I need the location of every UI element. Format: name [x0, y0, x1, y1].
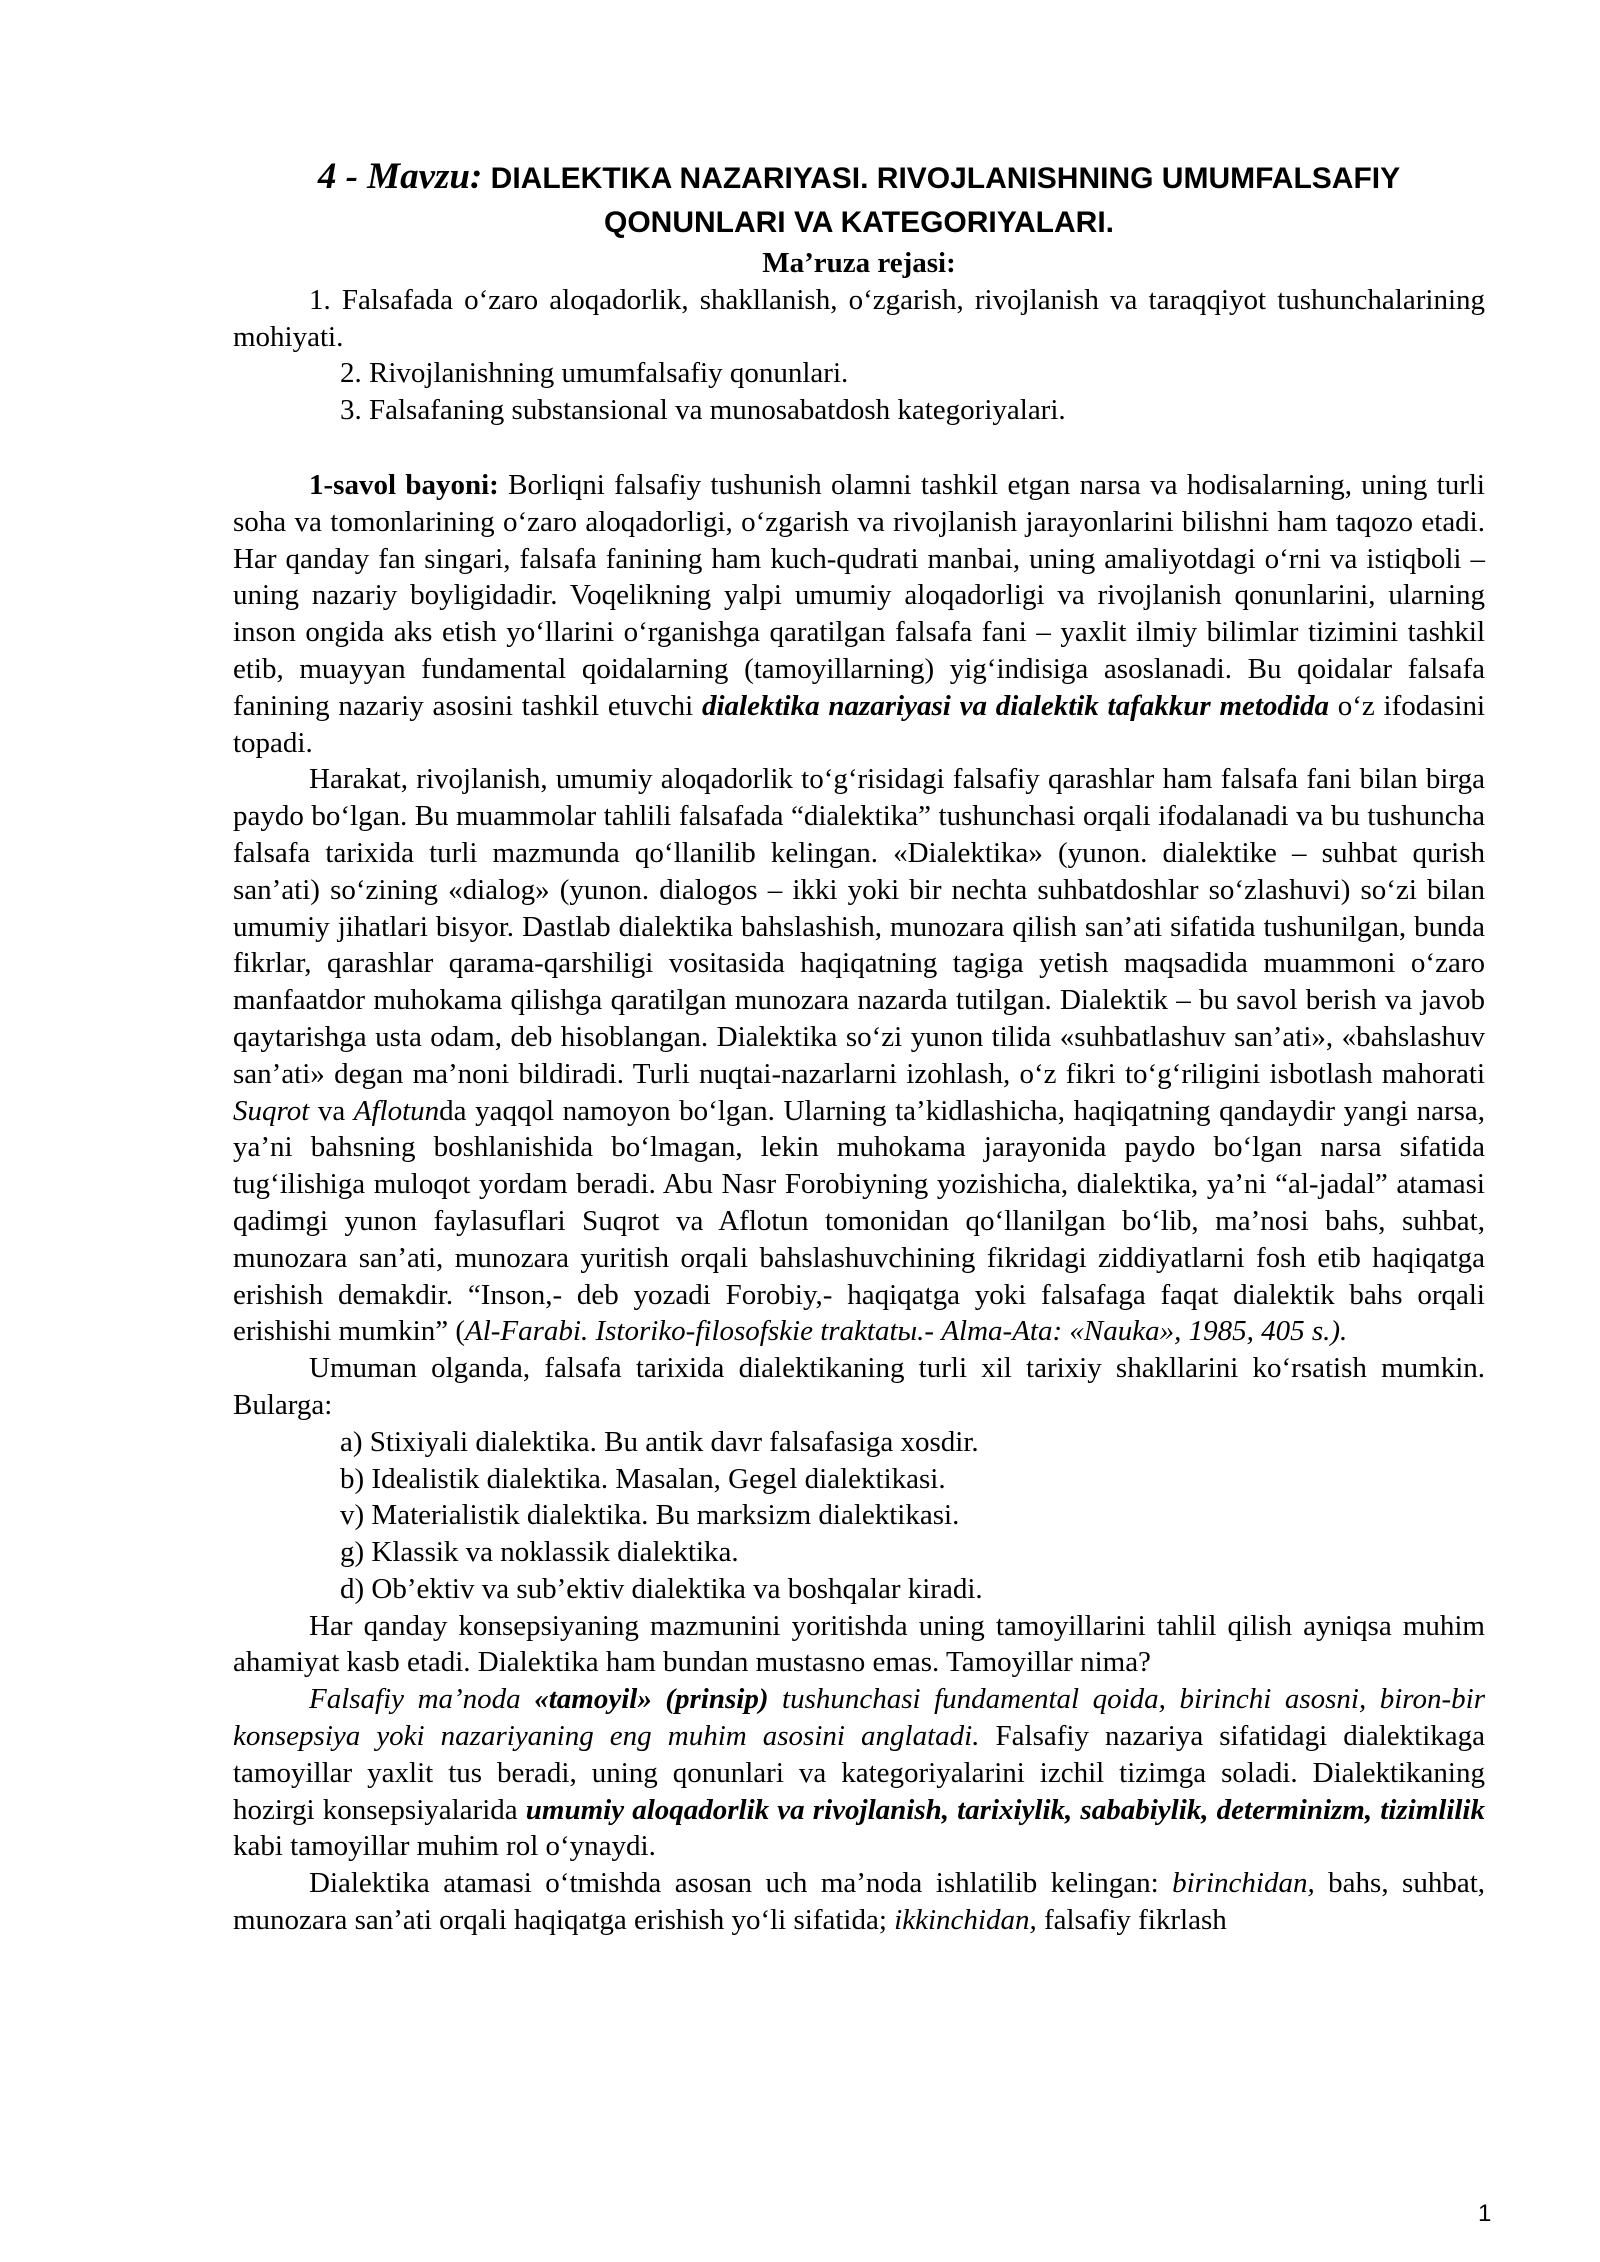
paragraph-5 — [233, 1681, 1485, 1865]
paragraph-5-italic-1: Falsafiy ma’noda — [309, 1683, 535, 1716]
page-title — [233, 155, 1485, 245]
plan-item-2: 2. Rivojlanishning umumfalsafiy qonunlari. — [340, 357, 849, 390]
paragraph-2 — [233, 761, 1485, 1350]
citation: Al-Farabi. Istoriko-filosofskie traktatы.- Alma-Ata: «Nauka», 1985, 405 s.). — [464, 1315, 1348, 1348]
page-number: 1 — [1478, 2200, 1492, 2227]
paragraph-2-text-a: Harakat, rivojlanish, umumiy aloqadorlik to‘g‘risidagi falsafiy qarashlar ham falsafa fani bilan birga paydo bo‘lgan. Bu muammolar tahlili falsafada “dialektika” tushunchasi orqali ifodalanadi va bu tushuncha falsafa tarixida turli mazmunda qo‘llanilib kelingan. «Dialektika» (yunon. dialektike – suhbat qurish san’ati) so‘zining «dialog» (yunon. dialogos – ikki yoki bir nechta suhbatdoshlar so‘zlashuvi) so‘zi bilan umumiy jihatlari bisyor. Dastlab dialektika bahslashish, munozara qilish san’ati sifatida tushunilgan, bunda fikrlar, qarashlar qarama-qarshiligi vositasida haqiqatning tagiga yetish maqsadida muammoni o‘zaro manfaatdor muhokama qilishga qaratilgan munozara nazarda tutilgan. Dialektik – bu savol berish va javob qaytarishga usta odam, deb hisoblangan. Dialektika so‘zi yunon tilida «suhbatlashuv san’ati», «bahslashuv san’ati» degan ma’noni bildiradi. Turli nuqtai-nazarlarni izohlash, o‘z fikri to‘g‘riligini isbotlash mahorati — [233, 763, 1485, 1090]
list-item: d) Ob’ektiv va sub’ektiv dialektika va boshqalar kiradi. — [340, 1572, 983, 1605]
paragraph-3: Umuman olganda, falsafa tarixida dialektikaning turli xil tarixiy shakllarini ko‘rsatish mumkin. Bularga: — [233, 1352, 1485, 1421]
list-item: v) Materialistik dialektika. Bu marksizm dialektikasi. — [340, 1499, 960, 1532]
name-aflotun: Aflotun — [353, 1094, 440, 1127]
paragraph-1-emphasis: dialektika nazariyasi va dialektik tafakkur metodida — [702, 689, 1329, 722]
page-content — [233, 155, 1485, 1939]
paragraph-6-text-c: falsafiy fikrlash — [1036, 1904, 1227, 1937]
plan-item-3: 3. Falsafaning substansional va munosabatdosh kategoriyalari. — [340, 394, 1066, 427]
term-tamoyil: «tamoyil» (prinsip) — [534, 1683, 769, 1716]
paragraph-6-text-b: bahs, suhbat, munozara san’ati orqali haqiqatga erishish yo‘li sifatida; — [233, 1867, 1485, 1937]
title-prefix: 4 - Mavzu: — [317, 156, 483, 197]
plan-heading: Ma’ruza rejasi: — [762, 247, 956, 279]
list-item: g) Klassik va noklassik dialektika. — [340, 1536, 739, 1569]
question-lead: 1-savol bayoni: — [309, 468, 499, 501]
paragraph-2-text-b: da yaqqol namoyon bo‘lgan. Ularning ta’kidlashicha, haqiqatning qandaydir yangi narsa, ya’ni bahsning boshlanishida bo‘lmagan, lekin muhokama jarayonida paydo bo‘lgan narsa sifatida tug‘ilishiga muloqot yordam beradi. Abu Nasr Forobiyning yozishicha, dialektika, ya’ni “al-jadal” atamasi qadimgi yunon faylasuflari Suqrot va Aflotun tomonidan qo‘llanilgan bo‘lib, ma’nosi bahs, suhbat, munozara san’ati, munozara yuritish orqali bahslashuvchining fikridagi ziddiyatlarni fosh etib haqiqatga erishish demakdir. “Inson,- deb yozadi Forobiy,- haqiqatga yoki falsafaga faqat dialektik bahs orqali erishishi mumkin” ( — [233, 1094, 1486, 1348]
paragraph-6-text-a: Dialektika atamasi o‘tmishda asosan uch ma’noda ishlatilib kelingan: — [309, 1867, 1173, 1900]
title-line-2: QONUNLARI VA KATEGORIYALARI. — [603, 206, 1114, 239]
paragraph-2-va: va — [309, 1094, 354, 1127]
title-line-1: DIALEKTIKA NAZARIYASI. RIVOJLANISHNING UMUMFALSAFIY — [482, 162, 1401, 195]
paragraph-4: Har qanday konsepsiyaning mazmunini yoritishda uning tamoyillarini tahlil qilish ayniqsa muhim ahamiyat kasb etadi. Dialektika ham bundan mustasno emas. Tamoyillar nima? — [233, 1609, 1485, 1679]
paragraph-1 — [233, 467, 1485, 761]
paragraph-5-italic-2: tushunchasi fundamental qoida, birinchi asosni, biron-bir konsepsiya yoki nazariyaning eng muhim asosini anglatadi. — [233, 1683, 1485, 1753]
paragraph-6 — [233, 1865, 1485, 1939]
paragraph-1-tail: o‘z ifodasini topadi. — [233, 689, 1486, 759]
plan-item-1: 1. Falsafada o‘zaro aloqadorlik, shakllanish, o‘zgarish, rivojlanish va taraqqiyot tushunchalarining mohiyati. — [233, 283, 1485, 353]
paragraph-6-first: birinchidan, — [1172, 1867, 1315, 1900]
paragraph-5-text-2: kabi tamoyillar muhim rol o‘ynaydi. — [233, 1830, 656, 1863]
principles-list: umumiy aloqadorlik va rivojlanish, tarixiylik, sababiylik, determinizm, tizimlilik — [525, 1793, 1485, 1826]
paragraph-6-second: ikkinchidan, — [894, 1904, 1037, 1937]
name-suqrot: Suqrot — [233, 1094, 310, 1127]
paragraph-5-text-1: Falsafiy nazariya sifatidagi dialektikaga tamoyillar yaxlit tus beradi, uning qonunlari va kategoriyalarini izchil tizimga soladi. Dialektikaning hozirgi konsepsiyalarida — [233, 1720, 1485, 1826]
list-item: a) Stixiyali dialektika. Bu antik davr falsafasiga xosdir. — [340, 1425, 979, 1458]
list-item: b) Idealistik dialektika. Masalan, Gegel dialektikasi. — [340, 1462, 946, 1495]
paragraph-1-text: Borliqni falsafiy tushunish olamni tashkil etgan narsa va hodisalarning, uning turli soha va tomonlarining o‘zaro aloqadorligi, o‘zgarish va rivojlanish jarayonlarini bilishni ham taqozo etadi. Har qanday fan singari, falsafa fanining ham kuch-qudrati manbai, uning amaliyotdagi o‘rni va istiqboli – uning nazariy boyligidadir. Voqelikning yalpi umumiy aloqadorligi va rivojlanish qonunlarini, ularning inson ongida aks etish yo‘llarini o‘rganishga qaratilgan falsafa fani – yaxlit ilmiy bilimlar tizimini tashkil etib, muayyan fundamental qoidalarning (tamoyillarning) yig‘indisiga asoslanadi. Bu qoidalar falsafa fanining nazariy asosini tashkil etuvchi — [233, 468, 1485, 722]
